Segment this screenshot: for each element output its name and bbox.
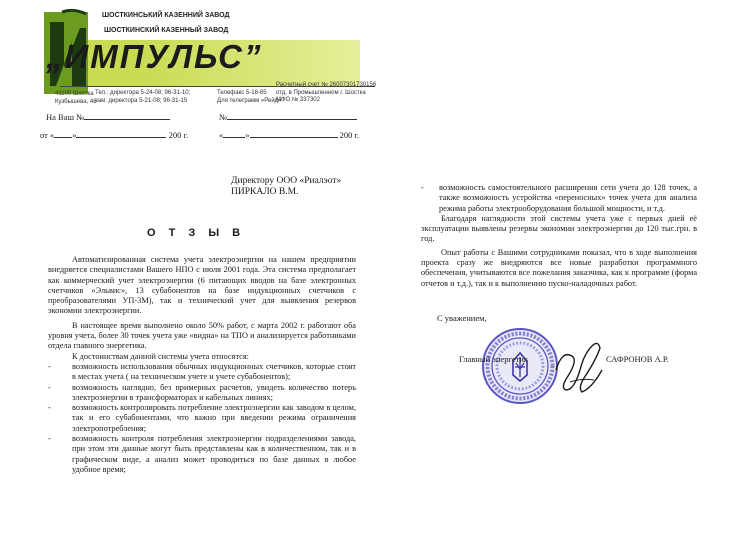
list-item bbox=[48, 434, 356, 475]
ref-label: На Ваш № bbox=[46, 112, 85, 122]
date-open-quote: от « bbox=[40, 130, 55, 140]
list-item-text: возможность использования обычных индукционных счетчиков, которые стоят в местах учета ( на техническом учете и учете субабонентов); bbox=[72, 361, 356, 382]
header-telefax bbox=[217, 90, 282, 105]
list-item-text: возможность наглядно, без примерных расчетов, увидеть количество потерь электроэнергии в трансформаторах и кабельных линиях; bbox=[72, 382, 356, 402]
bank-line: МФО № 337302 bbox=[276, 97, 320, 103]
header-bank bbox=[276, 82, 376, 105]
paragraph: К достоинствам данной системы учета относятся: bbox=[72, 351, 249, 361]
factory-name-ua: ШОСТКИНСЬКИЙ КАЗЕННИЙ ЗАВОД bbox=[102, 12, 230, 19]
telegram-line: Для телеграмм «Рейд» bbox=[217, 97, 282, 104]
bank-line: Расчетный счет № 26007301730156 bbox=[276, 82, 377, 88]
ref-label: № bbox=[219, 112, 228, 122]
reference-right bbox=[219, 110, 357, 122]
recipient-name: ПИРКАЛО В.М. bbox=[231, 187, 299, 197]
list-item bbox=[48, 362, 356, 383]
dash-bullet: - bbox=[421, 183, 424, 192]
telefax-line: Телефакс 5-18-65 bbox=[217, 90, 267, 96]
paragraph: Автоматизированная система учета электроэнергии на нашем предприятии внедряется специалистами Вашего НПО с июля 2001 года. Эта система предполагает как коммерческий учет электроэнергии (6 питающих вводов на базе электронных счетчиков «Эльвис», 13 субабонентов на базе индукционных счетчиков с преобразователями УП-3М), так и технический учет для выявления резервов экономии электроэнергии. bbox=[48, 255, 356, 316]
list-item-text: возможность контроля потребления электроэнергии подразделениями завода, при этом эти данные могут быть представлены как в количественном, так и в графическом виде, а анализ может проводиться по базе данных в любое удобное время; bbox=[72, 434, 356, 474]
paragraph: В настоящее время выполнено около 50% работ, с марта 2002 г. работают оба уровня учета, более 30 точек учета уже «видна» на ТПО и анализируется работниками отдела главного энергетика. bbox=[48, 320, 356, 351]
brand-name: „ИМПУЛЬС” bbox=[46, 38, 263, 75]
address-line: 41100 Шостка bbox=[55, 91, 94, 97]
date-year: 200 bbox=[168, 130, 182, 140]
list-item bbox=[48, 383, 356, 404]
date-year: 200 bbox=[339, 130, 353, 140]
signer-name: САФРОНОВ А.Р. bbox=[606, 354, 669, 364]
recipient-block bbox=[231, 176, 341, 198]
bank-line: отд. в Промышленном г. Шостка bbox=[276, 89, 366, 96]
advantages-list bbox=[48, 362, 356, 475]
document-title: О Т З Ы В bbox=[147, 227, 246, 239]
dash-bullet: - bbox=[48, 434, 51, 444]
list-item bbox=[48, 403, 356, 434]
paragraph: Благодаря наглядности этой системы учета уже с первых дней её эксплуатации выявлены резервы экономии электроэнергии до 120 тыс.грн. в год. bbox=[421, 213, 697, 244]
phone-line: Тел.: директора 5-24-08; 96-31-10; bbox=[95, 90, 191, 96]
header-address bbox=[55, 91, 97, 106]
recipient-position: Директору ООО «Риалэот» bbox=[231, 176, 342, 186]
date-close-quote: » bbox=[245, 130, 250, 140]
signer-title: Главный энергетик bbox=[459, 354, 528, 364]
list-item bbox=[421, 183, 697, 214]
body-right-column bbox=[421, 183, 697, 289]
letterhead bbox=[0, 0, 750, 140]
header-phones bbox=[95, 90, 190, 105]
phone-line: зам. директора 5-21-08; 96-31-15 bbox=[95, 97, 188, 104]
date-open-quote: « bbox=[219, 130, 224, 140]
reference-right-date bbox=[219, 128, 359, 140]
reference-left bbox=[46, 110, 170, 122]
dash-bullet: - bbox=[48, 403, 51, 413]
list-item-text: возможность контролировать потребление электроэнергии как заводом в целом, так и его субабонентами, что важно при введении режима ограничения электропотребления; bbox=[72, 403, 356, 433]
date-close-quote: » bbox=[72, 130, 77, 140]
factory-name-ru: ШОСТКИНСКИЙ КАЗЕННЫЙ ЗАВОД bbox=[104, 27, 229, 34]
paragraph: Опыт работы с Вашими сотрудниками показал, что в ходе выполнения проекта сразу же внедряются все новые разработки программного обеспечения, учитываются все пожелания заказчика, как к программе (форма отчетов и т.д.), так и к выполнению пуско-наладочных работ. bbox=[421, 247, 697, 288]
date-year-suffix: г. bbox=[354, 130, 360, 140]
closing: С уважением, bbox=[437, 313, 487, 323]
reference-left-date bbox=[40, 128, 188, 140]
date-year-suffix: г. bbox=[183, 130, 189, 140]
dash-bullet: - bbox=[48, 361, 51, 371]
dash-bullet: - bbox=[48, 382, 51, 392]
address-line: Кузбышева, 46 bbox=[55, 98, 97, 105]
signature bbox=[548, 330, 608, 400]
advantages-list-continued bbox=[421, 183, 697, 214]
body-left-column bbox=[48, 255, 356, 475]
list-item-text: возможность самостоятельного расширения сети учета до 128 точек, а также возможность устройства «переносных» точек учета для анализа режима работы электрооборудования большой мощности, и т.д. bbox=[439, 183, 697, 213]
